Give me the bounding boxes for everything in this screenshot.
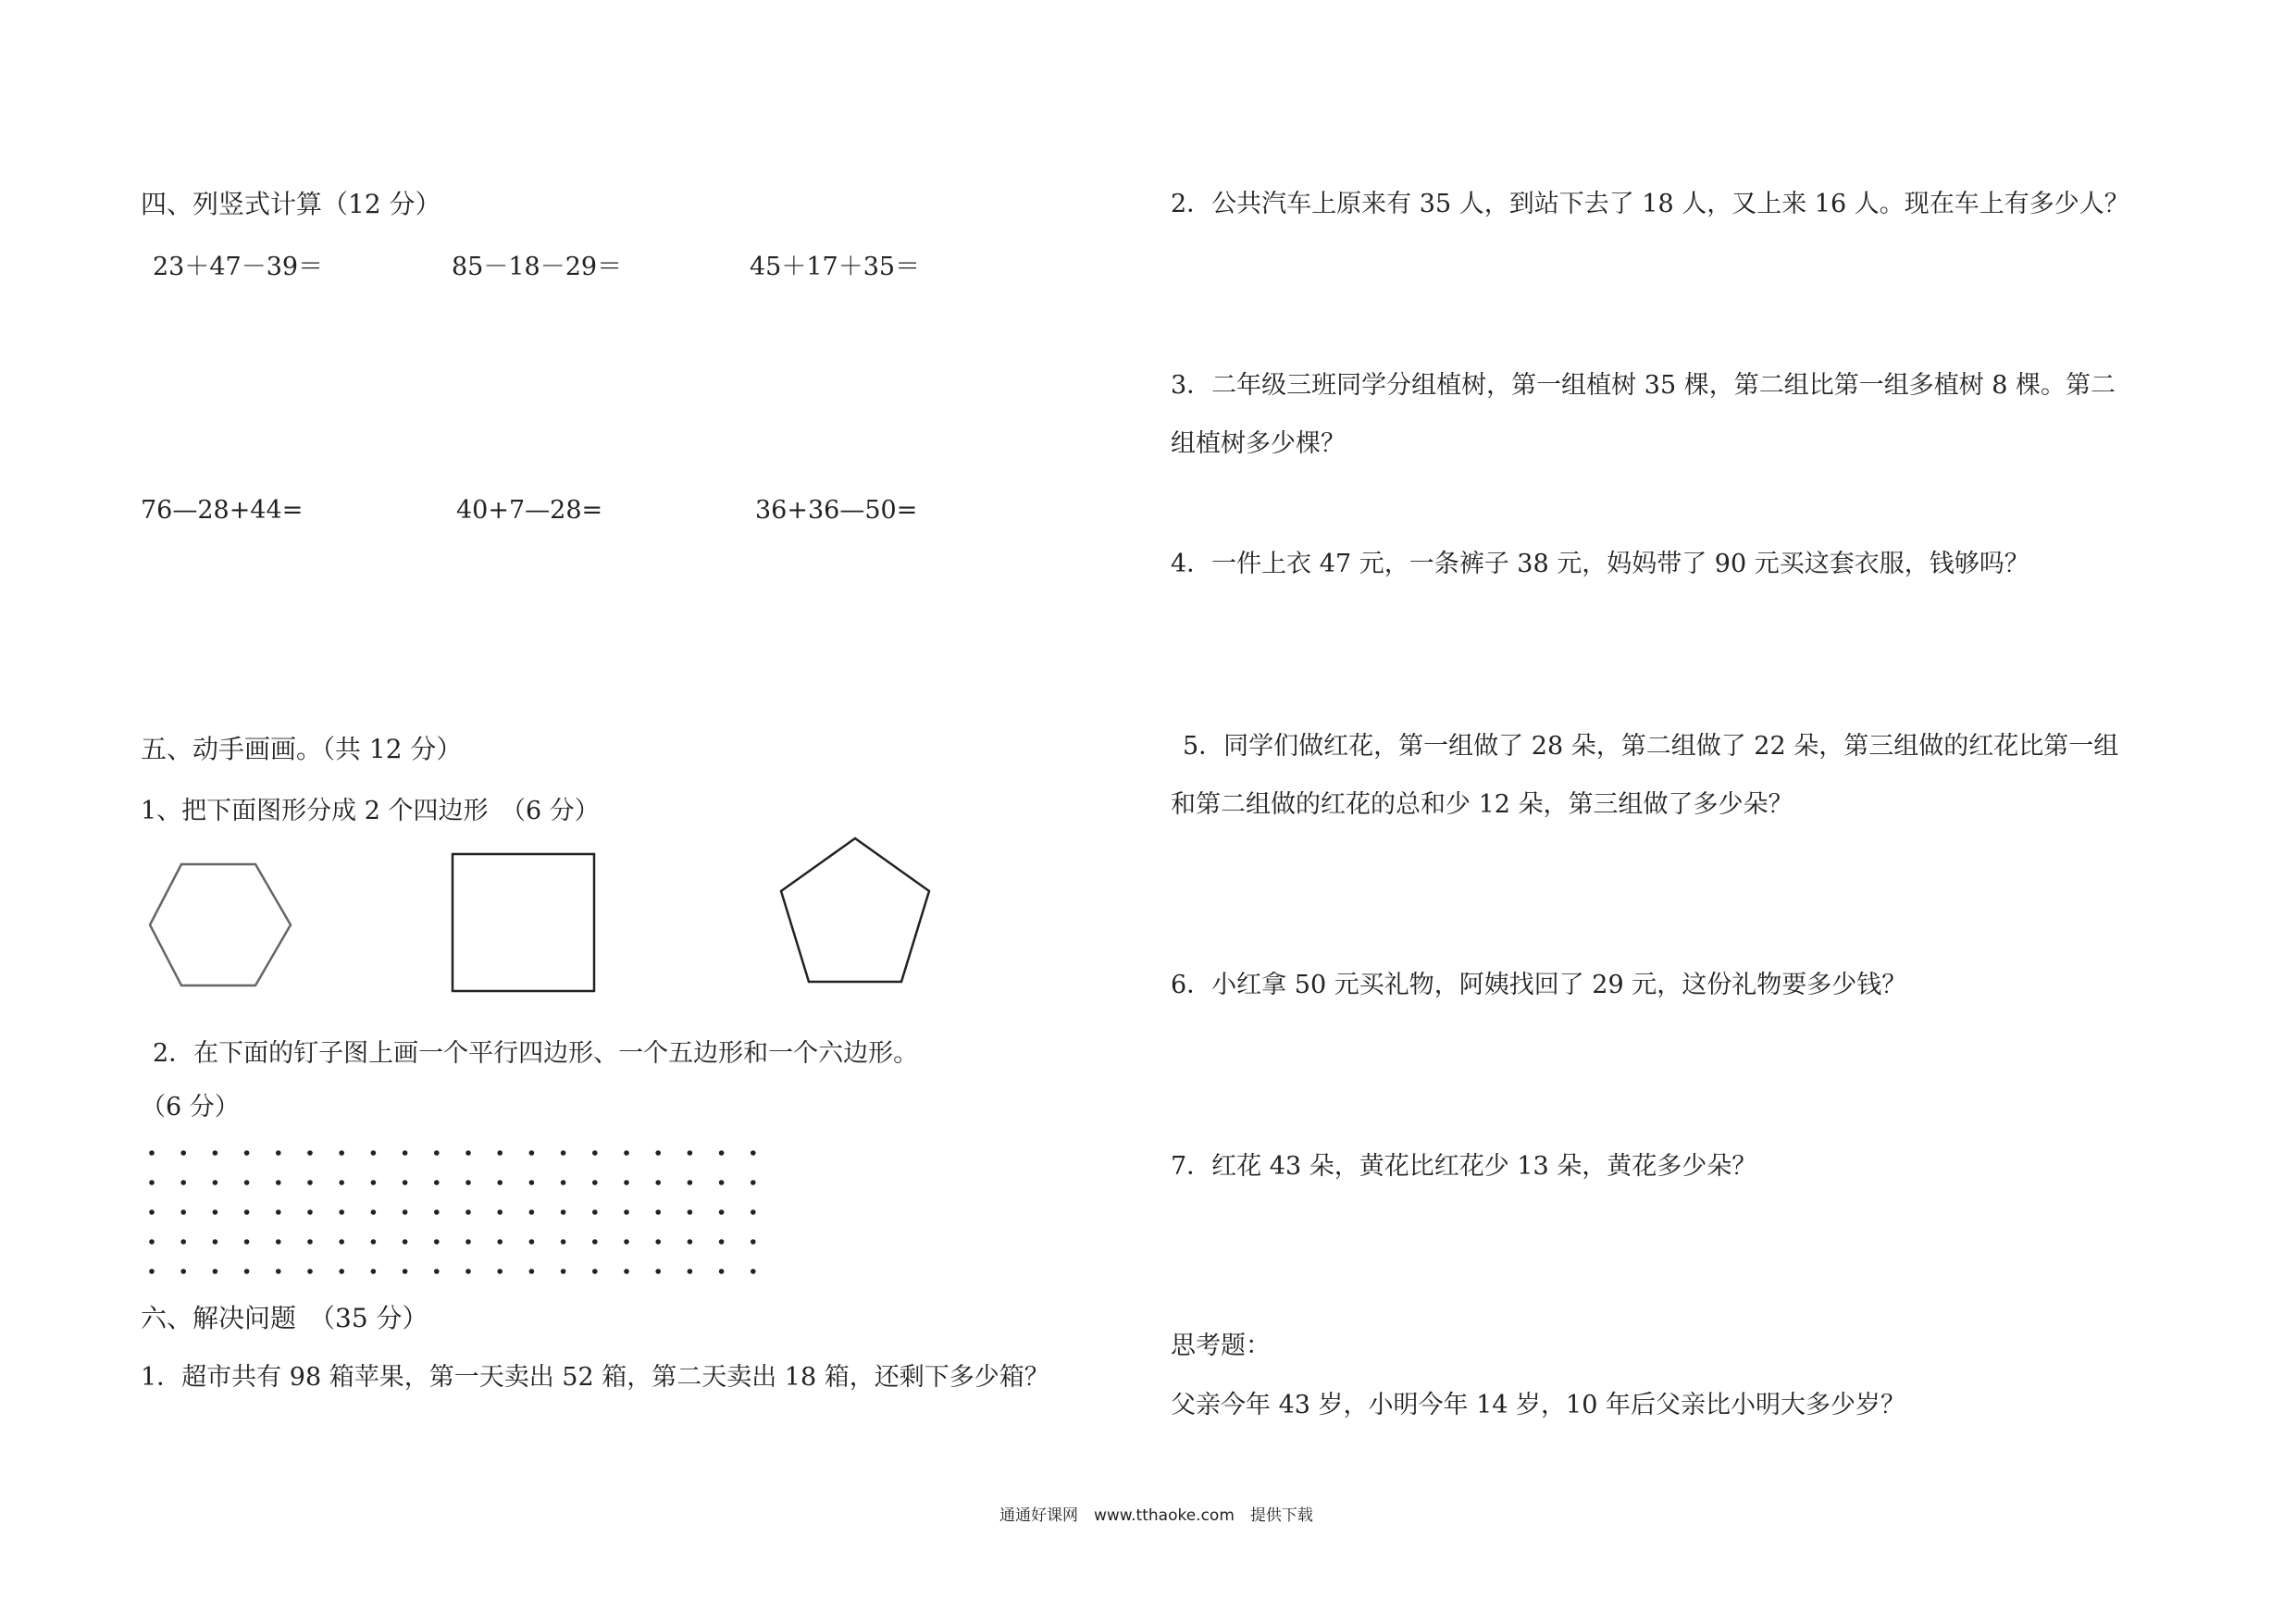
nail-dot <box>339 1269 344 1274</box>
nail-dot <box>434 1239 440 1245</box>
nail-dot <box>624 1150 629 1156</box>
word-problem-3-line2: 组植树多少棵？ <box>1171 429 1346 458</box>
vertical-calc-problem: 23＋47－39＝ <box>153 253 324 281</box>
nail-dot <box>655 1150 661 1156</box>
vertical-calc-problem: 36+36—50= <box>755 496 918 525</box>
nail-dot <box>751 1239 756 1245</box>
pentagon-figure <box>777 836 935 985</box>
nail-dot <box>497 1150 503 1156</box>
nail-dot <box>592 1239 598 1245</box>
nail-dot <box>307 1209 313 1215</box>
draw-question-1: 1、把下面图形分成 2 个四边形 （6 分） <box>141 797 600 825</box>
nail-dot <box>561 1180 566 1185</box>
nail-dot <box>371 1150 377 1156</box>
nail-dot <box>592 1269 598 1274</box>
nail-dot <box>529 1180 535 1185</box>
word-problem-5-line1: 5．同学们做红花，第一组做了 28 朵，第二组做了 22 朵，第三组做的红花比第一组 <box>1183 732 2119 761</box>
nail-dot <box>719 1150 725 1156</box>
nail-dot <box>180 1150 186 1156</box>
nail-dot <box>403 1239 408 1245</box>
nail-dot <box>180 1239 186 1245</box>
nail-dot <box>434 1150 440 1156</box>
nail-dot-grid <box>139 1143 796 1277</box>
vertical-calc-problem: 76—28+44= <box>141 496 304 525</box>
nail-dot <box>719 1239 725 1245</box>
nail-dot <box>592 1150 598 1156</box>
nail-dot <box>561 1239 566 1245</box>
nail-dot <box>149 1150 155 1156</box>
nail-dot <box>624 1239 629 1245</box>
section4-title: 四、列竖式计算（12 分） <box>141 189 441 219</box>
word-problem-4: 4．一件上衣 47 元，一条裤子 38 元，妈妈带了 90 元买这套衣服，钱够吗？ <box>1171 550 2029 578</box>
nail-dot <box>276 1150 281 1156</box>
word-problem-2: 2．公共汽车上原来有 35 人，到站下去了 18 人，又上来 16 人。现在车上有多少人？ <box>1171 190 2129 218</box>
nail-dot <box>465 1180 471 1185</box>
nail-dot <box>529 1269 535 1274</box>
nail-dot <box>371 1269 377 1274</box>
nail-dot <box>751 1269 756 1274</box>
nail-dot <box>434 1209 440 1215</box>
draw-question-2-points: （6 分） <box>141 1093 240 1121</box>
draw-question-2: 2．在下面的钉子图上画一个平行四边形、一个五边形和一个六边形。 <box>153 1039 919 1068</box>
nail-dot <box>624 1209 629 1215</box>
word-problem-7: 7．红花 43 朵，黄花比红花少 13 朵，黄花多少朵？ <box>1171 1152 1757 1181</box>
nail-dot <box>719 1209 725 1215</box>
nail-dot <box>751 1180 756 1185</box>
vertical-calc-problem: 40+7—28= <box>456 496 603 525</box>
nail-dot <box>244 1150 250 1156</box>
nail-dot <box>371 1239 377 1245</box>
nail-dot <box>688 1150 693 1156</box>
nail-dot <box>561 1269 566 1274</box>
nail-dot <box>339 1209 344 1215</box>
nail-dot <box>497 1209 503 1215</box>
nail-dot <box>688 1239 693 1245</box>
nail-dot <box>180 1209 186 1215</box>
nail-dot <box>751 1150 756 1156</box>
nail-dot <box>276 1239 281 1245</box>
nail-dot <box>465 1209 471 1215</box>
nail-dot <box>403 1269 408 1274</box>
nail-dot <box>371 1209 377 1215</box>
nail-dot <box>180 1180 186 1185</box>
section6-title: 六、解决问题 （35 分） <box>141 1303 428 1333</box>
nail-dot <box>465 1150 471 1156</box>
square-figure <box>451 852 596 993</box>
nail-dot <box>213 1269 218 1274</box>
nail-dot <box>307 1180 313 1185</box>
nail-dot <box>339 1239 344 1245</box>
nail-dot <box>719 1269 725 1274</box>
word-problem-1: 1．超市共有 98 箱苹果，第一天卖出 52 箱，第二天卖出 18 箱，还剩下多少箱？ <box>141 1363 1049 1392</box>
nail-dot <box>371 1180 377 1185</box>
word-problem-3-line1: 3．二年级三班同学分组植树，第一组植树 35 棵，第二组比第一组多植树 8 棵。第二 <box>1171 371 2116 400</box>
nail-dot <box>213 1150 218 1156</box>
nail-dot <box>655 1239 661 1245</box>
thinking-question: 父亲今年 43 岁，小明今年 14 岁，10 年后父亲比小明大多少岁？ <box>1171 1391 1905 1419</box>
nail-dot <box>529 1209 535 1215</box>
nail-dot <box>403 1180 408 1185</box>
nail-dot <box>592 1209 598 1215</box>
nail-dot <box>561 1150 566 1156</box>
nail-dot <box>213 1209 218 1215</box>
nail-dot <box>655 1269 661 1274</box>
nail-dot <box>688 1269 693 1274</box>
nail-dot <box>339 1150 344 1156</box>
nail-dot <box>403 1150 408 1156</box>
nail-dot <box>307 1150 313 1156</box>
nail-dot <box>719 1180 725 1185</box>
nail-dot <box>497 1239 503 1245</box>
nail-dot <box>403 1209 408 1215</box>
nail-dot <box>434 1180 440 1185</box>
nail-dot <box>307 1269 313 1274</box>
nail-dot <box>213 1180 218 1185</box>
nail-dot <box>592 1180 598 1185</box>
nail-dot <box>497 1269 503 1274</box>
nail-dot <box>276 1180 281 1185</box>
nail-dot <box>149 1239 155 1245</box>
nail-dot <box>149 1180 155 1185</box>
nail-dot <box>276 1269 281 1274</box>
nail-dot <box>688 1209 693 1215</box>
nail-dot <box>624 1180 629 1185</box>
nail-dot <box>244 1180 250 1185</box>
word-problem-5-line2: 和第二组做的红花的总和少 12 朵，第三组做了多少朵？ <box>1171 790 1793 819</box>
nail-dot <box>624 1269 629 1274</box>
hexagon-figure <box>146 862 294 987</box>
nail-dot <box>688 1180 693 1185</box>
nail-dot <box>465 1269 471 1274</box>
nail-dot <box>244 1269 250 1274</box>
footer-source: 通通好课网 www.tthaoke.com 提供下载 <box>999 1506 1313 1525</box>
nail-dot <box>339 1180 344 1185</box>
nail-dot <box>244 1209 250 1215</box>
nail-dot <box>529 1239 535 1245</box>
nail-dot <box>244 1239 250 1245</box>
nail-dot <box>465 1239 471 1245</box>
nail-dot <box>529 1150 535 1156</box>
word-problem-6: 6．小红拿 50 元买礼物，阿姨找回了 29 元，这份礼物要多少钱？ <box>1171 971 1907 999</box>
nail-dot <box>751 1209 756 1215</box>
nail-dot <box>655 1180 661 1185</box>
nail-dot <box>276 1209 281 1215</box>
nail-dot <box>180 1269 186 1274</box>
vertical-calc-problem: 85－18－29＝ <box>452 253 623 281</box>
nail-dot <box>497 1180 503 1185</box>
nail-dot <box>434 1269 440 1274</box>
nail-dot <box>307 1239 313 1245</box>
nail-dot <box>149 1209 155 1215</box>
nail-dot <box>149 1269 155 1274</box>
nail-dot <box>655 1209 661 1215</box>
nail-dot <box>213 1239 218 1245</box>
section5-title: 五、动手画画。（共 12 分） <box>141 734 463 764</box>
thinking-question-title: 思考题： <box>1171 1332 1271 1360</box>
vertical-calc-problem: 45＋17＋35＝ <box>750 253 921 281</box>
nail-dot <box>561 1209 566 1215</box>
